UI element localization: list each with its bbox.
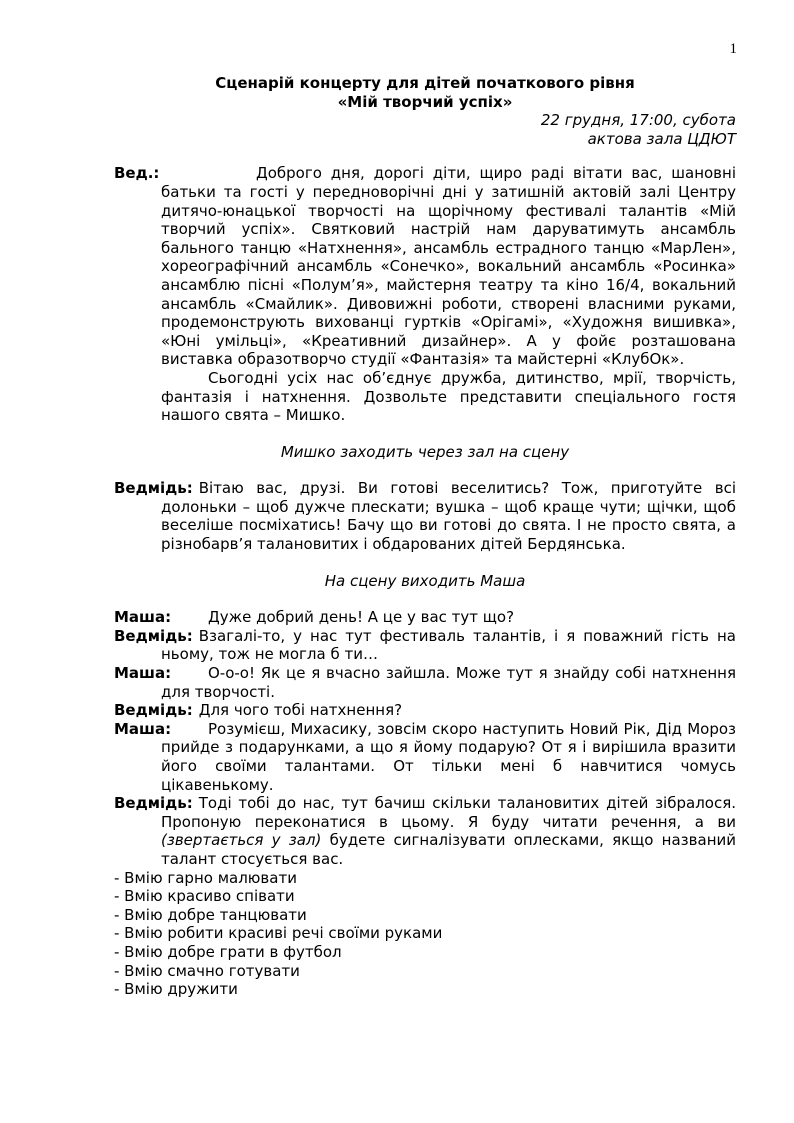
bear-speech-text: Вітаю вас, друзі. Ви готові веселитись? Тож, приготуйте всі долоньки – щоб дужче плескати; вушка – щоб краще чути; щічки, щоб веселіше посміхатись! Бачу що ви готові до свята. І не просто свята, а різнобарв’я талановитих і обдарованих дітей Бердянська. [161, 479, 736, 554]
dialogue-line [114, 608, 736, 627]
dialogue [114, 608, 736, 868]
host-speech-continued: Сьогодні усіх нас об’єднує дружба, дитинство, мрії, творчість, фантазія і натхнення. Дозвольте представити спеціального гостя нашого свята – Мишко. [161, 368, 736, 425]
dialogue-line [114, 664, 736, 701]
dialogue-line [114, 627, 736, 664]
document-body [114, 74, 736, 999]
list-item: - Вмію красиво співати [114, 887, 295, 906]
dialogue-text: Для чого тобі натхнення? [198, 701, 403, 720]
list-item: - Вмію добре танцювати [114, 905, 307, 924]
stage-remark: (звертається у зал) [161, 831, 322, 850]
speaker-label: Вед.: [114, 164, 160, 183]
event-place: актова зала ЦДЮТ [587, 129, 736, 148]
list-item: - Вмію дружити [114, 980, 238, 999]
bear-speech [114, 479, 736, 553]
host-speech [114, 164, 736, 369]
speaker-label: Ведмідь: [114, 626, 193, 645]
document-title-line1: Сценарій концерту для дітей початкового рівня [215, 74, 635, 92]
dialogue-text: Дуже добрий день! А це у вас тут що? [208, 608, 515, 627]
speaker-label: Ведмідь: [114, 701, 193, 720]
event-details [114, 111, 736, 148]
list-item: - Вмію добре грати в футбол [114, 942, 342, 961]
dialogue-text: Тоді тобі до нас, тут бачиш скільки талановитих дітей зібралося. Пропоную переконатися в цьому. Я буду читати речення, а ви [161, 794, 736, 831]
stage-direction: Мишко заходить через зал на сцену [280, 442, 570, 461]
dialogue-text: Взагалі-то, у нас тут фестиваль талантів, і я поважний гість на ньому, тож не могла б ти… [161, 626, 736, 664]
dialogue-line [114, 794, 736, 868]
document-title-line2: «Мій творчий успіх» [337, 92, 513, 111]
talent-list [114, 869, 736, 999]
event-date: 22 грудня, 17:00, субота [540, 111, 736, 130]
list-item: - Вмію смачно готувати [114, 961, 300, 980]
dialogue-line [114, 720, 736, 794]
speaker-label: Маша: [114, 719, 172, 738]
speaker-label: Ведмідь: [114, 479, 193, 498]
speaker-label: Маша: [114, 664, 172, 683]
dialogue-text: Розумієш, Михасику, зовсім скоро наступить Новий Рік, Дід Мороз прийде з подарунками, а що я йому подарую? От я і вирішила вразити його своїми талантами. От тільки мені б навчитися чомусь цікавенькому. [161, 719, 736, 794]
dialogue-text: О-о-о! Як це я вчасно зайшла. Може тут я знайду собі натхнення для творчості. [161, 664, 736, 701]
dialogue-text: будете сигналізувати оплесками, якщо названий талант стосується вас. [161, 831, 736, 868]
host-speech-text: Доброго дня, дорогі діти, щиро раді вітати вас, шановні батьки та гості у передноворічні дні у затишній актовій залі Центру дитячо-юнацької творчості на щорічному фестивалі талантів «Мій творчий успіх». Святковий настрій нам даруватимуть ансамбль бального танцю «Натхнення», ансамбль естрадного танцю «МарЛен», хореографічний ансамбль «Сонечко», вокальний ансамбль «Росинка» ансамблю пісні «Полум’я», майстерня театру та кіно 16/4, вокальний ансамбль «Смайлик». Дивовижні роботи, створені власними руками, продемонструють вихованці гуртків «Орігамі», «Художня вишивка», «Юні умільці», «Креативний дизайнер». А у фойє розташована виставка образотворчо студії «Фантазія» та майстерні «КлубОк». [161, 164, 736, 369]
page-number: 1 [729, 41, 737, 57]
dialogue-line [114, 701, 736, 720]
list-item: - Вмію робити красиві речі своїми руками [114, 924, 443, 943]
speaker-label: Ведмідь: [114, 794, 193, 813]
stage-direction: На сцену виходить Маша [324, 571, 526, 590]
list-item: - Вмію гарно малювати [114, 868, 297, 887]
speaker-label: Маша: [114, 608, 172, 627]
